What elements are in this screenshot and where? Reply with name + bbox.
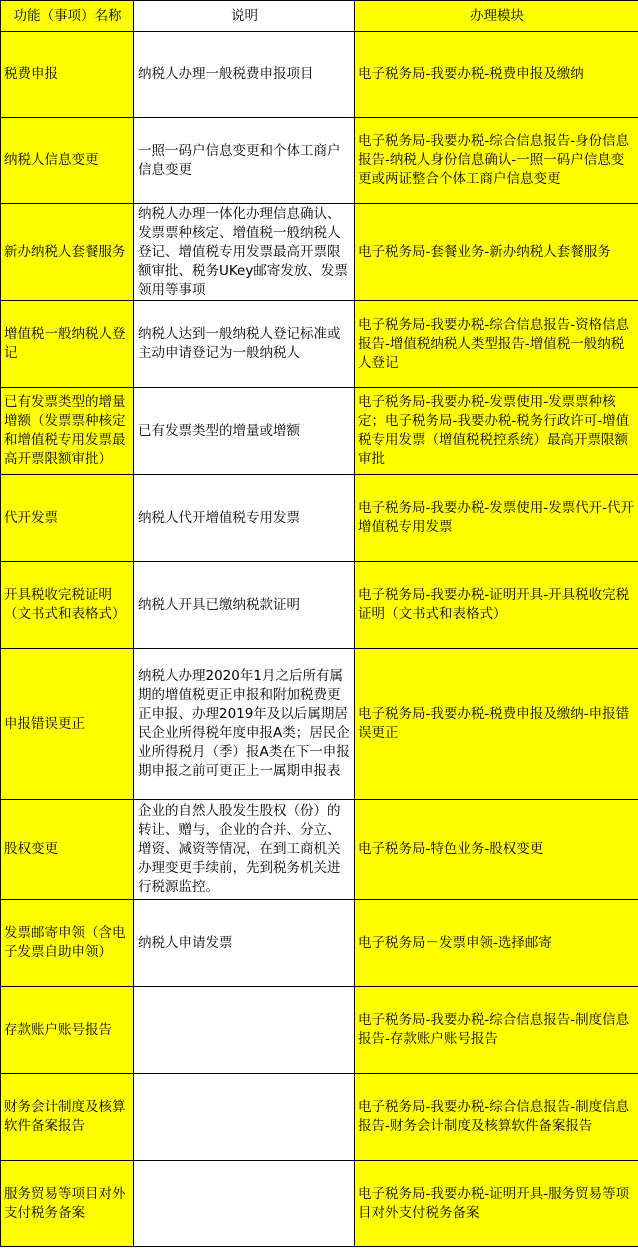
table-header-row — [1, 1, 638, 32]
row-name: 新办纳税人套餐服务 — [1, 204, 134, 301]
row-description: 纳税人办理2020年1月之后所有属期的增值税更正申报和附加税费更正申报、办理2019年及以后属期居民企业所得税年度申报A类；居民企业所得税月（季）报A类在下一申报期申报之前可更正上一属期申报表 — [134, 649, 355, 800]
table-row — [1, 800, 638, 900]
row-name: 申报错误更正 — [1, 649, 134, 800]
row-module: 电子税务局-套餐业务-新办纳税人套餐服务 — [355, 204, 638, 301]
table-row — [1, 32, 638, 118]
row-description: 纳税人办理一体化办理信息确认、发票票种核定、增值税一般纳税人登记、增值税专用发票最高开票限额审批、税务UKey邮寄发放、发票领用等事项 — [134, 204, 355, 301]
row-module: 电子税务局-我要办税-证明开具-开具税收完税证明（文书式和表格式） — [355, 562, 638, 649]
row-module: 电子税务局-我要办税-综合信息报告-资格信息报告-增值税纳税人类型报告-增值税一般纳税人登记 — [355, 301, 638, 388]
table-row — [1, 1161, 638, 1247]
table-row — [1, 1074, 638, 1161]
row-name: 财务会计制度及核算软件备案报告 — [1, 1074, 134, 1161]
row-name: 服务贸易等项目对外支付税务备案 — [1, 1161, 134, 1247]
row-description: 纳税人代开增值税专用发票 — [134, 475, 355, 562]
row-description — [134, 987, 355, 1074]
row-name: 代开发票 — [1, 475, 134, 562]
table-row — [1, 204, 638, 301]
table-row — [1, 562, 638, 649]
header-description: 说明 — [134, 1, 355, 32]
row-module: 电子税务局-我要办税-综合信息报告-制度信息报告-存款账户账号报告 — [355, 987, 638, 1074]
row-description: 一照一码户信息变更和个体工商户信息变更 — [134, 118, 355, 204]
row-description: 企业的自然人股发生股权（份）的转让、赠与，企业的合并、分立、增资、减资等情况，在到工商机关办理变更手续前，先到税务机关进行税源监控。 — [134, 800, 355, 900]
row-description — [134, 1161, 355, 1247]
row-description: 纳税人达到一般纳税人登记标准或主动申请登记为一般纳税人 — [134, 301, 355, 388]
row-name: 开具税收完税证明（文书式和表格式） — [1, 562, 134, 649]
row-module: 电子税务局-我要办税-证明开具-服务贸易等项目对外支付税务备案 — [355, 1161, 638, 1247]
row-module: 电子税务局-我要办税-综合信息报告-身份信息报告-纳税人身份信息确认-一照一码户信息变更或两证整合个体工商户信息变更 — [355, 118, 638, 204]
row-module: 电子税务局-特色业务-股权变更 — [355, 800, 638, 900]
row-description: 已有发票类型的增量或增额 — [134, 388, 355, 475]
row-name: 股权变更 — [1, 800, 134, 900]
table-row — [1, 475, 638, 562]
table-row — [1, 118, 638, 204]
row-name: 发票邮寄申领（含电子发票自助申领） — [1, 900, 134, 987]
table-row — [1, 649, 638, 800]
row-name: 存款账户账号报告 — [1, 987, 134, 1074]
row-module: 电子税务局-我要办税-综合信息报告-制度信息报告-财务会计制度及核算软件备案报告 — [355, 1074, 638, 1161]
header-name: 功能（事项）名称 — [1, 1, 134, 32]
header-module: 办理模块 — [355, 1, 638, 32]
row-description: 纳税人开具已缴纳税款证明 — [134, 562, 355, 649]
row-name: 纳税人信息变更 — [1, 118, 134, 204]
table-row — [1, 900, 638, 987]
row-description: 纳税人办理一般税费申报项目 — [134, 32, 355, 118]
row-module: 电子税务局-我要办税-发票使用-发票票种核定；电子税务局-我要办税-税务行政许可-增值税专用发票（增值税税控系统）最高开票限额审批 — [355, 388, 638, 475]
row-module: 电子税务局-我要办税-税费申报及缴纳-申报错误更正 — [355, 649, 638, 800]
row-name: 税费申报 — [1, 32, 134, 118]
row-description: 纳税人申请发票 — [134, 900, 355, 987]
row-name: 已有发票类型的增量增额（发票票种核定和增值税专用发票最高开票限额审批） — [1, 388, 134, 475]
row-module: 电子税务局－发票申领-选择邮寄 — [355, 900, 638, 987]
table-row — [1, 301, 638, 388]
row-module: 电子税务局-我要办税-发票使用-发票代开-代开增值税专用发票 — [355, 475, 638, 562]
table-row — [1, 987, 638, 1074]
row-description — [134, 1074, 355, 1161]
row-name: 增值税一般纳税人登记 — [1, 301, 134, 388]
table-row — [1, 388, 638, 475]
row-module: 电子税务局-我要办税-税费申报及缴纳 — [355, 32, 638, 118]
